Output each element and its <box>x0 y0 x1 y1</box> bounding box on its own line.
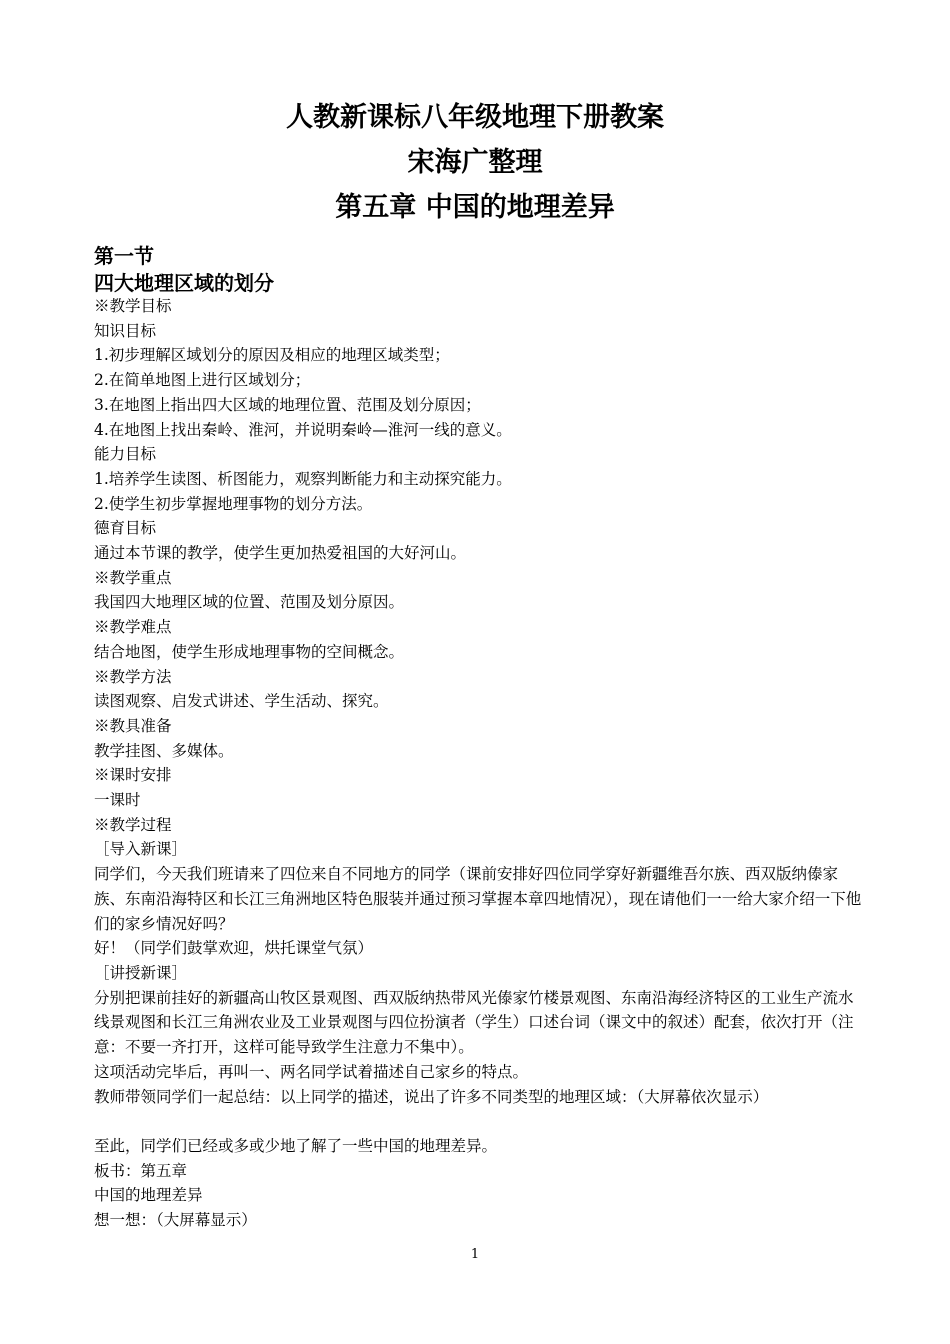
body-paragraph: 能力目标 <box>94 445 157 464</box>
body-paragraph: 教师带领同学们一起总结：以上同学的描述，说出了许多不同类型的地理区域：（大屏幕依次显示） <box>94 1087 769 1106</box>
section-number: 第一节 <box>94 244 154 268</box>
section-title: 四大地理区域的划分 <box>94 271 274 295</box>
body-paragraph: 教学挂图、多媒体。 <box>94 741 234 760</box>
document-title: 人教新课标八年级地理下册教案 <box>286 102 664 133</box>
body-paragraph: ※教学方法 <box>94 667 172 686</box>
body-paragraph: 知识目标 <box>94 321 157 340</box>
body-paragraph: 这项活动完毕后，再叫一、两名同学试着描述自己家乡的特点。 <box>94 1062 529 1081</box>
body-paragraph: 中国的地理差异 <box>94 1186 203 1205</box>
body-paragraph: 我国四大地理区域的位置、范围及划分原因。 <box>94 593 405 612</box>
body-paragraph: 通过本节课的教学，使学生更加热爱祖国的大好河山。 <box>94 544 467 563</box>
page-number: 1 <box>470 1247 480 1262</box>
body-paragraph: ［讲授新课］ <box>94 963 188 982</box>
body-paragraph: 分别把课前挂好的新疆高山牧区景观图、西双版纳热带风光傣家竹楼景观图、东南沿海经济特区的工业生产流水线景观图和长江三角洲农业及工业景观图与四位扮演者（学生）口述台词（课文中的叙述）配套，依次打开（注意：不要一齐打开，这样可能导致学生注意力不集中）。 <box>94 988 854 1057</box>
body-paragraph: 好！（同学们鼓掌欢迎，烘托课堂气氛） <box>94 939 374 958</box>
section-heading <box>94 243 874 297</box>
body-paragraph: 2.使学生初步掌握地理事物的划分方法。 <box>94 494 373 513</box>
body-paragraph: 4.在地图上找出秦岭、淮河，并说明秦岭—淮河一线的意义。 <box>94 420 512 439</box>
body-paragraph: 1.培养学生读图、析图能力，观察判断能力和主动探究能力。 <box>94 469 512 488</box>
body-paragraph: 想一想：（大屏幕显示） <box>94 1211 257 1229</box>
body-paragraph: 3.在地图上指出四大区域的地理位置、范围及划分原因； <box>94 395 481 414</box>
document-body <box>94 294 864 1233</box>
body-paragraph: 读图观察、启发式讲述、学生活动、探究。 <box>94 692 389 711</box>
body-paragraph: ※教具准备 <box>94 716 172 735</box>
body-paragraph: 2.在简单地图上进行区域划分； <box>94 371 311 390</box>
document-author: 宋海广整理 <box>407 147 543 178</box>
body-paragraph: ※教学重点 <box>94 568 172 587</box>
body-paragraph: 同学们，今天我们班请来了四位来自不同地方的同学（课前安排好四位同学穿好新疆维吾尔族、西双版纳傣家族、东南沿海特区和长江三角洲地区特色服装并通过预习掌握本章四地情况），现在请他们一一给大家介绍一下他们的家乡情况好吗？ <box>94 865 862 933</box>
body-paragraph: 一课时 <box>94 791 141 810</box>
body-paragraph: ※教学难点 <box>94 618 172 637</box>
body-paragraph: 1.初步理解区域划分的原因及相应的地理区域类型； <box>94 346 450 365</box>
body-paragraph <box>94 1109 864 1134</box>
body-paragraph: ※课时安排 <box>94 766 172 785</box>
body-paragraph: 德育目标 <box>94 519 157 538</box>
body-paragraph: ※教学目标 <box>94 297 172 315</box>
body-paragraph: 板书：第五章 <box>94 1161 188 1180</box>
title-block <box>0 100 950 235</box>
body-paragraph: ※教学过程 <box>94 815 172 834</box>
chapter-title: 第五章 中国的地理差异 <box>335 192 615 223</box>
body-paragraph: ［导入新课］ <box>94 840 188 859</box>
body-paragraph: 至此，同学们已经或多或少地了解了一些中国的地理差异。 <box>94 1136 498 1155</box>
body-paragraph: 结合地图，使学生形成地理事物的空间概念。 <box>94 642 405 661</box>
